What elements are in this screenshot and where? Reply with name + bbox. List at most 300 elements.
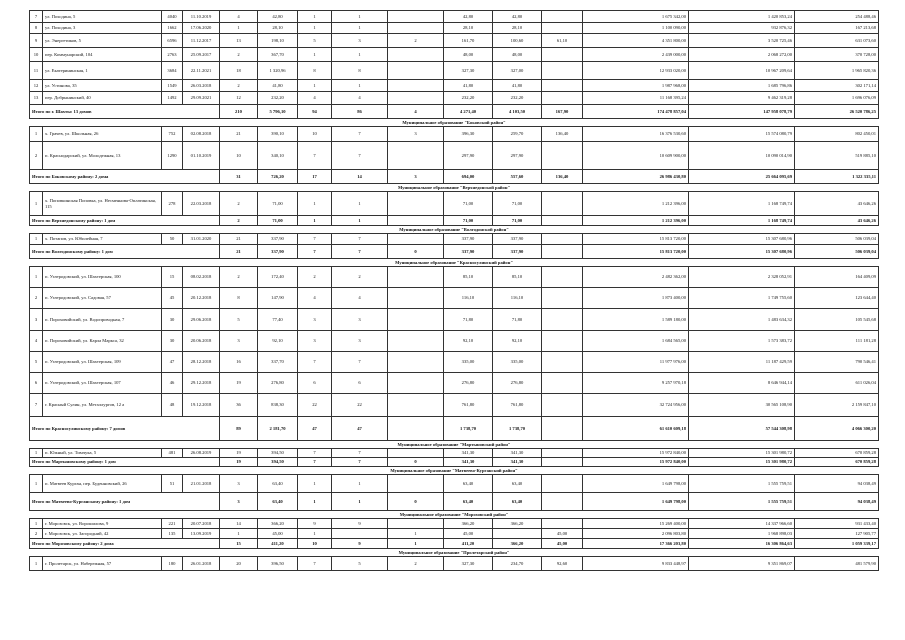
table-row	[30, 80, 879, 92]
cell-yr: 51	[162, 475, 183, 493]
table-row	[30, 475, 879, 493]
cell-c14: 105 545,68	[795, 309, 879, 331]
section-header-row	[30, 549, 879, 557]
cell-c6: 4	[298, 92, 332, 105]
cell-dt: 21.01.2018	[183, 475, 220, 493]
table-row	[30, 127, 879, 142]
total-cell-c12: 1 212 396,00	[583, 216, 689, 226]
cell-a: 172,40	[258, 267, 298, 288]
cell-c13: 15 301 980,72	[689, 449, 795, 458]
total-label: Итого по Мартыновскому району: 1 дом	[30, 458, 220, 467]
total-row	[30, 458, 879, 467]
address-cell: п. Матвеев Курган, пер. Буденновский, 26	[43, 475, 162, 493]
total-row	[30, 245, 879, 259]
cell-c10: 71,00	[493, 192, 542, 216]
cell-c11	[542, 80, 583, 92]
cell-c13: 932 876,32	[689, 23, 795, 34]
address-cell: п. Краснодарский, ул. Молодежная, 13	[43, 142, 162, 170]
table-row	[30, 34, 879, 48]
cell-c4: 3	[220, 331, 258, 352]
cell-c11: 92,60	[542, 557, 583, 571]
cell-dt: 26.01.2018	[183, 557, 220, 571]
address-cell: х. Поповкинская Поповка, ул. Несмеянова-Оплатинская, 115	[43, 192, 162, 216]
cell-c10	[493, 529, 542, 539]
cell-c10: 337,90	[493, 234, 542, 245]
cell-c11	[542, 475, 583, 493]
cell-c14: 167 213,68	[795, 23, 879, 34]
cell-c10: 28,10	[493, 23, 542, 34]
total-cell-c13: 147 958 078,79	[689, 105, 795, 119]
cell-c14: 2 159 847,10	[795, 394, 879, 417]
cell-c11: 136,40	[542, 127, 583, 142]
total-cell-c6: 17	[298, 170, 332, 184]
total-cell-c6: 7	[298, 245, 332, 259]
address-cell: ул. Екатерининская, 1	[43, 62, 162, 80]
cell-c4: 2	[220, 48, 258, 62]
cell-dt: 22.03.2018	[183, 192, 220, 216]
cell-c4: 10	[220, 142, 258, 170]
total-cell-c10: 557,60	[493, 170, 542, 184]
cell-c9: 276,80	[444, 373, 493, 394]
cell-c10: 297,90	[493, 142, 542, 170]
cell-c11	[542, 234, 583, 245]
cell-c8	[388, 352, 444, 373]
cell-c9: 28,10	[444, 23, 493, 34]
table-row	[30, 449, 879, 458]
total-cell-c8	[388, 417, 444, 441]
total-cell-c8: 0	[388, 493, 444, 511]
total-cell-c12: 26 986 430,80	[583, 170, 689, 184]
cell-c11	[542, 192, 583, 216]
total-cell-c12: 15 972 840,00	[583, 458, 689, 467]
cell-dt: 20.07.2018	[183, 519, 220, 529]
cell-c10: 92,10	[493, 331, 542, 352]
total-cell-c11	[542, 458, 583, 467]
cell-a: 1 320,96	[258, 62, 298, 80]
cell-c14: 123 644,40	[795, 288, 879, 309]
total-label: Итого по Волгодонскому району: 1 дом	[30, 245, 220, 259]
total-cell-c14: 1 059 339,17	[795, 539, 879, 549]
total-cell-c8: 0	[388, 245, 444, 259]
cell-a: 838,30	[258, 394, 298, 417]
cell-c7: 1	[332, 80, 388, 92]
cell-c6: 6	[298, 373, 332, 394]
total-cell-c4: 21	[220, 245, 258, 259]
address-cell: п. Углеродовский, ул. Шахтерская, 107	[43, 373, 162, 394]
address-cell: г. Красный Сулин, ул. Металлургов, 12 а	[43, 394, 162, 417]
total-cell-c7: 7	[332, 458, 388, 467]
section-title: Муниципальное образование "Матвеево-Курганский район"	[30, 467, 879, 475]
cell-c4: 21	[220, 234, 258, 245]
total-row	[30, 493, 879, 511]
cell-yr: 50	[162, 234, 183, 245]
total-cell-c6: 1	[298, 216, 332, 226]
section-header-row	[30, 119, 879, 127]
address-cell: ул. Походина, 3	[43, 23, 162, 34]
total-cell-c14: 94 038,49	[795, 493, 879, 511]
total-cell-c10: 63,40	[493, 493, 542, 511]
row-number-cell: 7	[30, 394, 43, 417]
total-cell-c7: 47	[332, 417, 388, 441]
cell-dt: 13.09.2019	[183, 529, 220, 539]
cell-c7: 9	[332, 519, 388, 529]
cell-dt: 17.06.2020	[183, 23, 220, 34]
total-cell-c9: 341,30	[444, 458, 493, 467]
cell-c12: 9 257 970,18	[583, 373, 689, 394]
total-cell-c9: 411,20	[444, 539, 493, 549]
total-cell-c6: 47	[298, 417, 332, 441]
cell-c14: 302 171,14	[795, 80, 879, 92]
cell-c14: 127 905,77	[795, 529, 879, 539]
cell-c12: 1 649 798,00	[583, 475, 689, 493]
cell-c8	[388, 288, 444, 309]
row-number-cell: 12	[30, 80, 43, 92]
total-cell-c10: 71,00	[493, 216, 542, 226]
cell-yr: 1290	[162, 142, 183, 170]
total-cell-c7: 9	[332, 539, 388, 549]
cell-c6: 7	[298, 142, 332, 170]
cell-c9: 71,80	[444, 309, 493, 331]
section-title: Муниципальное образование "Мартыновский район"	[30, 441, 879, 449]
cell-a: 396,50	[258, 557, 298, 571]
cell-c14: 931 433,40	[795, 519, 879, 529]
cell-c12: 2 482 362,00	[583, 267, 689, 288]
cell-c7: 6	[332, 373, 388, 394]
cell-c13: 1 555 759,51	[689, 475, 795, 493]
cell-c9: 48,00	[444, 48, 493, 62]
total-label: Итого по Верхнедонскому району: 1 дом	[30, 216, 220, 226]
cell-c7: 7	[332, 234, 388, 245]
cell-c7: 7	[332, 449, 388, 458]
cell-c7	[332, 529, 388, 539]
cell-c12: 1 987 968,00	[583, 80, 689, 92]
section-header-row	[30, 441, 879, 449]
cell-yr: 1662	[162, 23, 183, 34]
cell-c14: 164 409,09	[795, 267, 879, 288]
cell-c14: 611 026,04	[795, 373, 879, 394]
total-cell-c11: 167,90	[542, 105, 583, 119]
cell-c12: 32 724 956,00	[583, 394, 689, 417]
total-cell-c6: 7	[298, 458, 332, 467]
cell-yr: 3684	[162, 62, 183, 80]
cell-yr: 45	[162, 288, 183, 309]
row-number-cell: 5	[30, 352, 43, 373]
cell-yr: 221	[162, 519, 183, 529]
cell-c6: 22	[298, 394, 332, 417]
cell-yr: 15	[162, 267, 183, 288]
cell-c4: 2	[220, 267, 258, 288]
total-row	[30, 105, 879, 119]
cell-c4: 3	[220, 475, 258, 493]
cell-c6: 1	[298, 11, 332, 23]
cell-c13: 14 337 966,60	[689, 519, 795, 529]
total-cell-c9: 337,90	[444, 245, 493, 259]
cell-c7: 7	[332, 352, 388, 373]
total-cell-c13: 57 544 308,98	[689, 417, 795, 441]
cell-c13: 30 565 108,90	[689, 394, 795, 417]
cell-dt: 25.09.2017	[183, 48, 220, 62]
table-row	[30, 288, 879, 309]
cell-c9: 327,30	[444, 557, 493, 571]
cell-c6: 3	[298, 309, 332, 331]
total-cell-c12: 17 366 203,80	[583, 539, 689, 549]
cell-c6: 1	[298, 192, 332, 216]
total-row	[30, 216, 879, 226]
table-row	[30, 519, 879, 529]
cell-dt: 28.12.2018	[183, 352, 220, 373]
row-number-cell: 10	[30, 48, 43, 62]
cell-c7: 1	[332, 192, 388, 216]
cell-c14: 111 181,28	[795, 331, 879, 352]
cell-c8	[388, 267, 444, 288]
cell-a: 367,70	[258, 48, 298, 62]
cell-yr: 752	[162, 127, 183, 142]
cell-c8	[388, 394, 444, 417]
cell-c11: 45,00	[542, 529, 583, 539]
total-cell-c11	[542, 245, 583, 259]
total-row	[30, 539, 879, 549]
cell-c7: 1	[332, 11, 388, 23]
cell-c9: 327,30	[444, 62, 493, 80]
address-cell: ул. Энергетиков, 5	[43, 34, 162, 48]
cell-c14: 43 646,26	[795, 192, 879, 216]
cell-c9: 297,90	[444, 142, 493, 170]
total-cell-c6: 10	[298, 539, 332, 549]
cell-a: 28,10	[258, 23, 298, 34]
cell-c9: 396,30	[444, 127, 493, 142]
cell-c14: 94 038,49	[795, 475, 879, 493]
cell-dt: 02.08.2018	[183, 127, 220, 142]
cell-a: 42,80	[258, 11, 298, 23]
cell-c6: 7	[298, 352, 332, 373]
cell-c12: 1 589 180,00	[583, 309, 689, 331]
cell-c11	[542, 11, 583, 23]
cell-c11	[542, 92, 583, 105]
cell-c13: 1 685 796,86	[689, 80, 795, 92]
cell-a: 337,90	[258, 234, 298, 245]
row-number-cell: 1	[30, 234, 43, 245]
cell-c7: 3	[332, 34, 388, 48]
cell-c4: 18	[220, 62, 258, 80]
table-row	[30, 267, 879, 288]
cell-c14: 481 579,90	[795, 557, 879, 571]
cell-c13: 2 328 052,91	[689, 267, 795, 288]
cell-c13: 1 749 755,60	[689, 288, 795, 309]
total-cell-c14: 43 646,26	[795, 216, 879, 226]
address-cell: п. Пороховийский, ул. Карла Маркса, 32	[43, 331, 162, 352]
cell-c6: 5	[298, 34, 332, 48]
address-cell: п. Пороховийский, ул. Водопроводная, 7	[43, 309, 162, 331]
cell-c9: 341,30	[444, 449, 493, 458]
total-cell-c10: 4 103,50	[493, 105, 542, 119]
cell-dt: 11.10.2019	[183, 11, 220, 23]
row-number-cell: 1	[30, 449, 43, 458]
address-cell: г. Пролетарск, ул. Набережная, 57	[43, 557, 162, 571]
cell-c11	[542, 373, 583, 394]
cell-c13: 1 573 383,72	[689, 331, 795, 352]
cell-c14: 802 450,01	[795, 127, 879, 142]
section-header-row	[30, 184, 879, 192]
cell-yr: 481	[162, 449, 183, 458]
row-number-cell: 1	[30, 192, 43, 216]
cell-c7: 8	[332, 62, 388, 80]
cell-c13: 10 967 209,64	[689, 62, 795, 80]
section-title: Муниципальное образование "Волгодонской район"	[30, 226, 879, 234]
cell-c11	[542, 267, 583, 288]
cell-c4: 1	[220, 529, 258, 539]
cell-yr: 278	[162, 192, 183, 216]
total-cell-c13: 15 307 680,96	[689, 245, 795, 259]
cell-c7: 1	[332, 48, 388, 62]
cell-c7: 3	[332, 309, 388, 331]
total-cell-c14: 1 322 335,11	[795, 170, 879, 184]
cell-yr: 48	[162, 394, 183, 417]
cell-c6: 2	[298, 267, 332, 288]
row-number-cell: 9	[30, 34, 43, 48]
cell-c13: 11 187 429,59	[689, 352, 795, 373]
total-label: Итого по Матвеево-Курганскому району: 1 дом	[30, 493, 220, 511]
cell-c13: 9 351 869,07	[689, 557, 795, 571]
cell-c9: 232,20	[444, 92, 493, 105]
cell-c8	[388, 234, 444, 245]
total-cell-c4: 15	[220, 539, 258, 549]
cell-yr: 180	[162, 557, 183, 571]
cell-c8	[388, 62, 444, 80]
row-number-cell: 1	[30, 127, 43, 142]
total-cell-c11	[542, 493, 583, 511]
cell-yr: 4040	[162, 11, 183, 23]
address-cell: х. Потапов, ул. Юбилейная, 7	[43, 234, 162, 245]
section-title: Муниципальное образование "Верхнедонской район"	[30, 184, 879, 192]
cell-dt: 20.12.2018	[183, 288, 220, 309]
cell-a: 77,40	[258, 309, 298, 331]
cell-c7: 7	[332, 127, 388, 142]
cell-c4: 2	[220, 192, 258, 216]
address-cell: п. Углеродовский, ул. Садовая, 57	[43, 288, 162, 309]
cell-c10: 85,10	[493, 267, 542, 288]
cell-c14: 670 859,28	[795, 449, 879, 458]
cell-c9: 85,10	[444, 267, 493, 288]
table-row	[30, 309, 879, 331]
table-row	[30, 373, 879, 394]
cell-dt: 29.06.2018	[183, 309, 220, 331]
cell-c12: 10 609 900,00	[583, 142, 689, 170]
cell-c11	[542, 394, 583, 417]
cell-c13: 1 483 634,32	[689, 309, 795, 331]
total-cell-c8	[388, 216, 444, 226]
cell-c8: 3	[388, 127, 444, 142]
total-row	[30, 170, 879, 184]
row-number-cell: 6	[30, 373, 43, 394]
cell-a: 232,20	[258, 92, 298, 105]
total-cell-c4: 210	[220, 105, 258, 119]
cell-c4: 14	[220, 519, 258, 529]
cell-c9: 92,10	[444, 331, 493, 352]
cell-c9: 63,40	[444, 475, 493, 493]
row-number-cell: 3	[30, 309, 43, 331]
cell-c11	[542, 48, 583, 62]
total-label: Итого по г. Шахты: 13 домов	[30, 105, 220, 119]
total-cell-c7: 14	[332, 170, 388, 184]
cell-c9: 71,00	[444, 192, 493, 216]
cell-c13: 1 968 898,03	[689, 529, 795, 539]
address-cell: п. Углеродовский, ул. Шахтерская, 100	[43, 267, 162, 288]
table-row	[30, 352, 879, 373]
cell-c7: 4	[332, 92, 388, 105]
row-number-cell: 4	[30, 331, 43, 352]
cell-dt: 01.10.2019	[183, 142, 220, 170]
cell-c14: 790 546,41	[795, 352, 879, 373]
cell-dt: 26.03.2018	[183, 80, 220, 92]
cell-c8	[388, 192, 444, 216]
cell-c12: 2 096 803,80	[583, 529, 689, 539]
address-cell: г. Морозовск, ул. Ворошилова, 9	[43, 519, 162, 529]
total-cell-c12: 61 610 609,18	[583, 417, 689, 441]
total-cell-c12: 1 649 798,00	[583, 493, 689, 511]
cell-a: 71,00	[258, 192, 298, 216]
total-cell-c4: 19	[220, 458, 258, 467]
total-cell-c14: 506 039,04	[795, 245, 879, 259]
cell-yr: 46	[162, 373, 183, 394]
cell-c6: 10	[298, 127, 332, 142]
cell-dt: 29.09.2021	[183, 92, 220, 105]
cell-c10: 761,80	[493, 394, 542, 417]
cell-c8	[388, 23, 444, 34]
cell-c13: 15 307 680,96	[689, 234, 795, 245]
cell-a: 147,90	[258, 288, 298, 309]
cell-c6: 1	[298, 48, 332, 62]
cell-c8: 2	[388, 34, 444, 48]
cell-a: 198,10	[258, 34, 298, 48]
cell-yr: 2763	[162, 48, 183, 62]
row-number-cell: 11	[30, 62, 43, 80]
cell-c7: 4	[332, 288, 388, 309]
cell-a: 45,00	[258, 529, 298, 539]
cell-c11	[542, 309, 583, 331]
cell-c8	[388, 519, 444, 529]
cell-c6: 1	[298, 23, 332, 34]
total-cell-a: 5 796,10	[258, 105, 298, 119]
cell-c4: 4	[220, 11, 258, 23]
total-label: Итого по Красносулинскому району: 7 домов	[30, 417, 220, 441]
total-cell-c7: 7	[332, 245, 388, 259]
cell-c8	[388, 11, 444, 23]
total-cell-c4: 2	[220, 216, 258, 226]
cell-c10: 48,00	[493, 48, 542, 62]
cell-c8	[388, 309, 444, 331]
cell-c14: 370 728,00	[795, 48, 879, 62]
total-cell-c12: 174 478 857,04	[583, 105, 689, 119]
cell-c8	[388, 92, 444, 105]
row-number-cell: 1	[30, 519, 43, 529]
total-cell-c9: 694,00	[444, 170, 493, 184]
cell-c11: 61,10	[542, 34, 583, 48]
cell-c7: 7	[332, 142, 388, 170]
table-row	[30, 48, 879, 62]
row-number-cell: 7	[30, 11, 43, 23]
total-cell-c9: 4 271,40	[444, 105, 493, 119]
total-cell-c8: 0	[388, 458, 444, 467]
total-cell-c4: 31	[220, 170, 258, 184]
cell-c4: 13	[220, 34, 258, 48]
cell-c13: 1 420 853,24	[689, 11, 795, 23]
cell-c6: 7	[298, 449, 332, 458]
cell-c4: 2	[220, 80, 258, 92]
total-cell-c9: 71,00	[444, 216, 493, 226]
cell-c10: 100,60	[493, 34, 542, 48]
cell-a: 337,70	[258, 352, 298, 373]
cell-c4: 19	[220, 373, 258, 394]
